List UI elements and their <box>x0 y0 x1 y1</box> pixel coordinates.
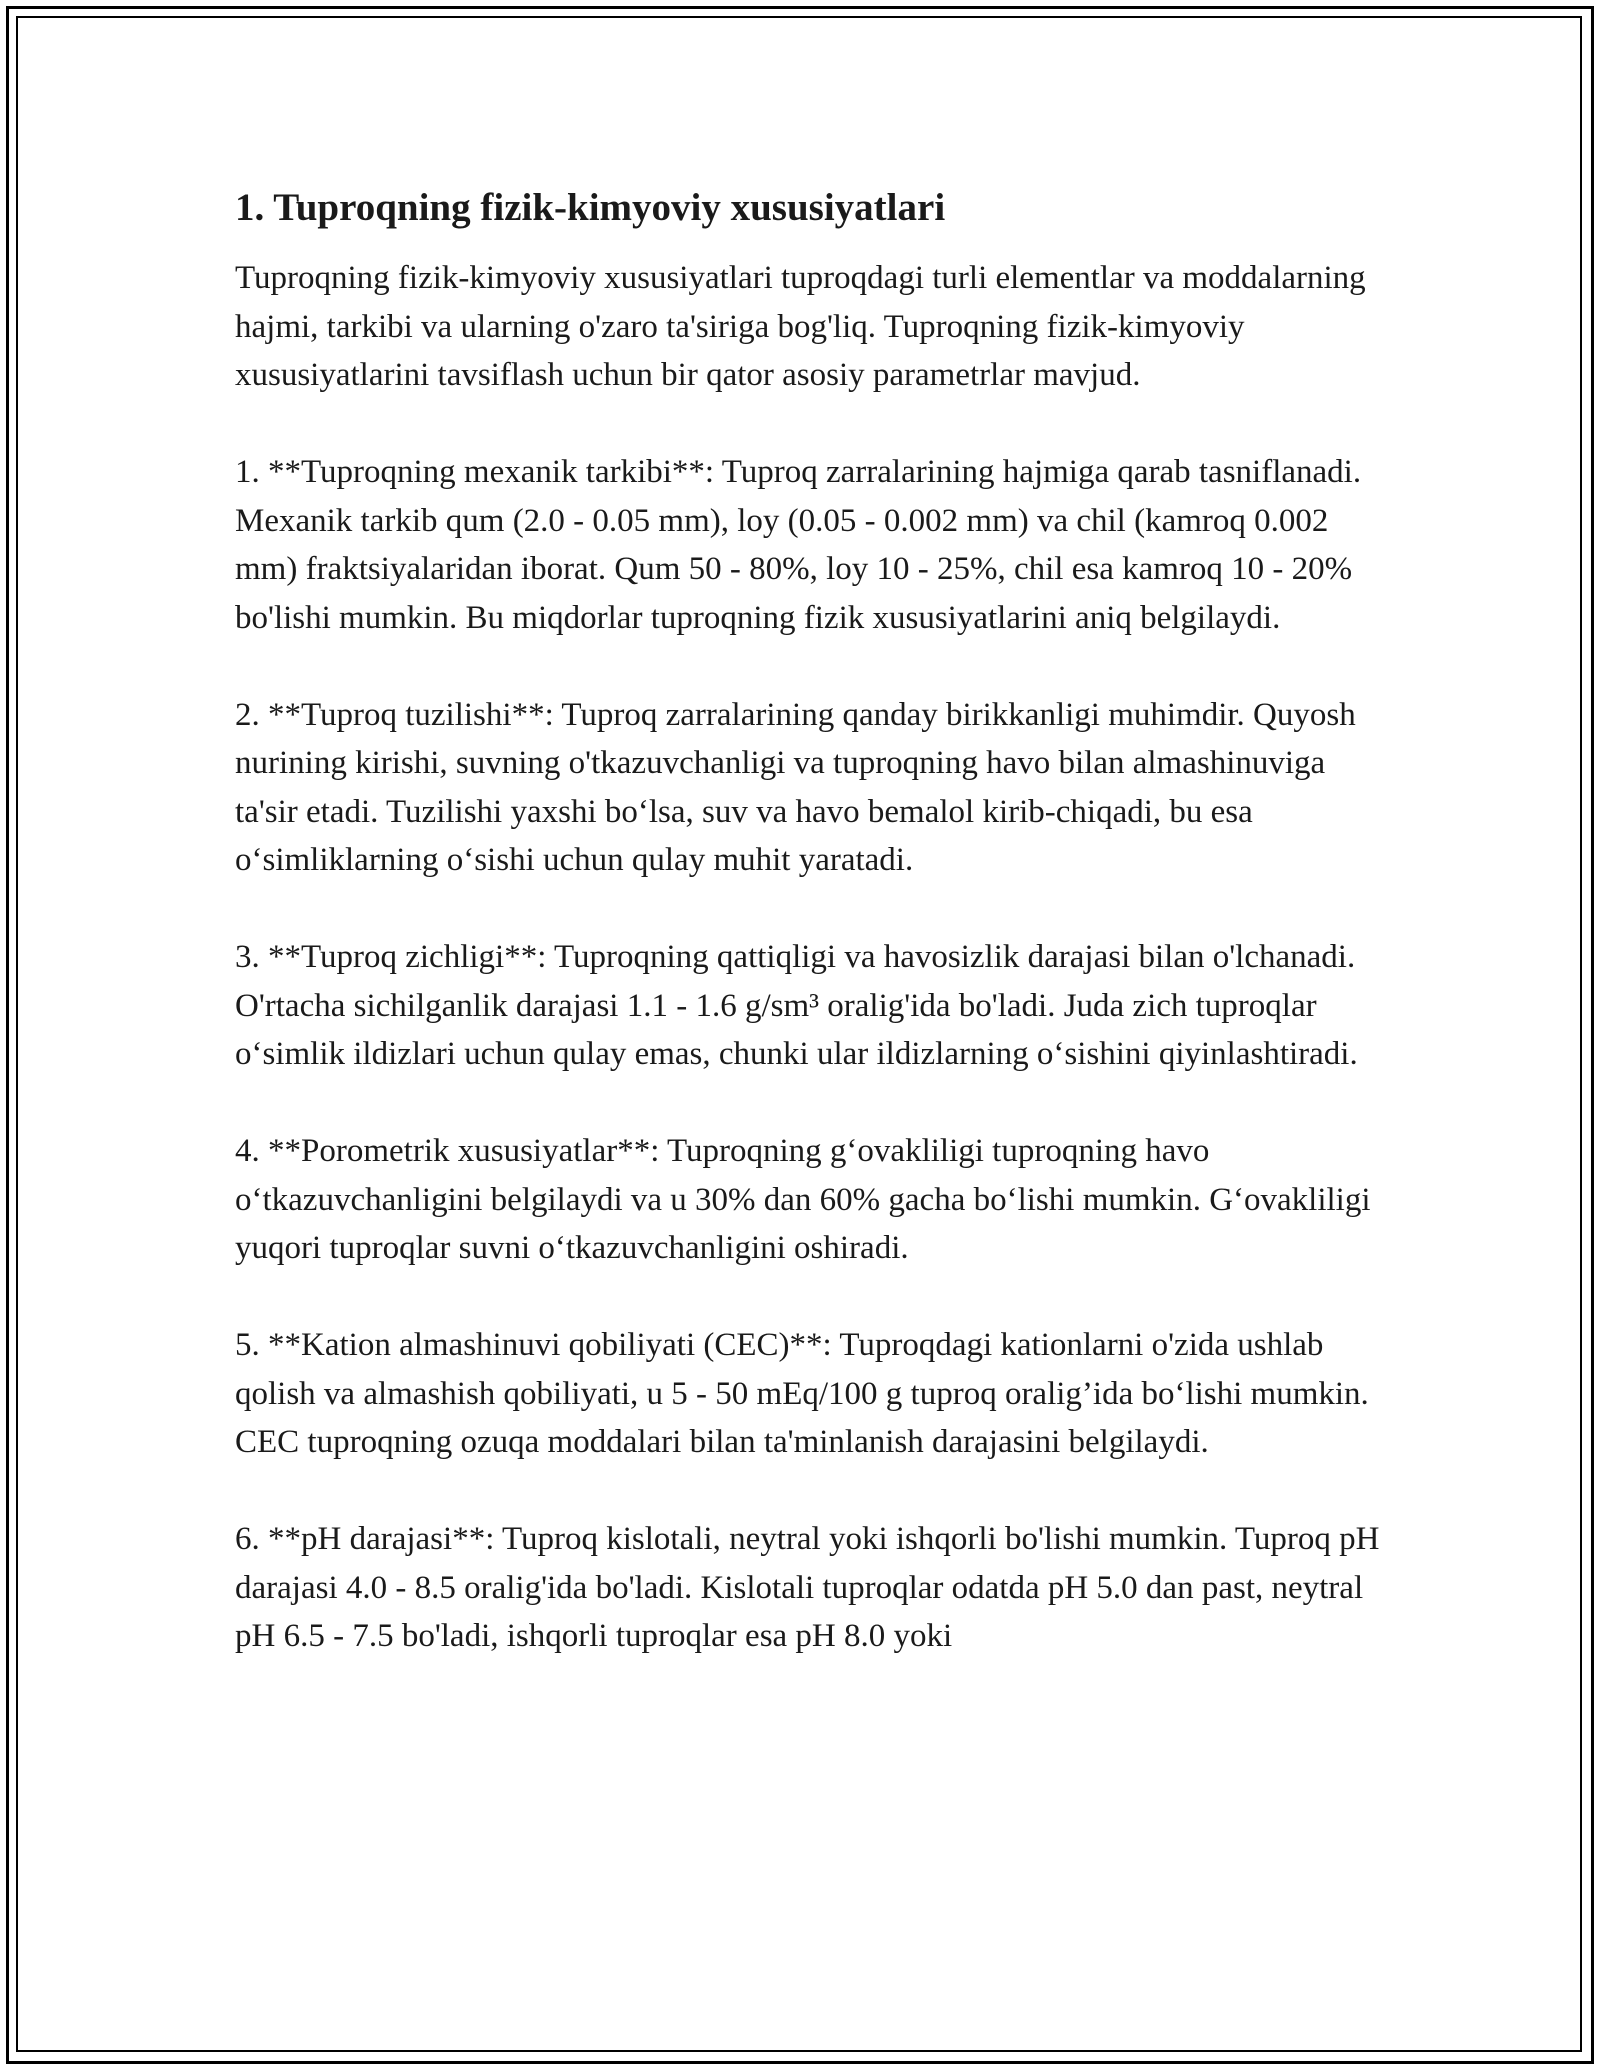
paragraph-porosity: 4. **Porometrik xususiyatlar**: Tuproqning g‘ovakliligi tuproqning havo o‘tkazuvchanligini belgilaydi va u 30% dan 60% gacha bo‘lishi mumkin. G‘ovakliligi yuqori tuproqlar suvni o‘tkazuvchanligini oshiradi. <box>235 1133 1371 1266</box>
paragraph-soil-structure: 2. **Tuproq tuzilishi**: Tuproq zarralarining qanday birikkanligi muhimdir. Quyosh nurining kirishi, suvning o'tkazuvchanligi va tuproqning havo bilan almashinuviga ta'sir etadi. Tuzilishi yaxshi bo‘lsa, suv va havo bemalol kirib-chiqadi, bu esa o‘simliklarning o‘sishi uchun qulay muhit yaratadi. <box>235 696 1356 878</box>
paragraph-mechanical-composition: 1. **Tuproqning mexanik tarkibi**: Tuproq zarralarining hajmiga qarab tasniflanadi. Mexanik tarkib qum (2.0 - 0.05 mm), loy (0.05 - 0.002 mm) va chil (kamroq 0.002 mm) fraktsiyalaridan iborat. Qum 50 - 80%, loy 10 - 25%, chil esa kamroq 10 - 20% bo'lishi mumkin. Bu miqdorlar tuproqning fizik xususiyatlarini aniq belgilaydi. <box>235 454 1362 636</box>
paragraph-ph-level: 6. **pH darajasi**: Tuproq kislotali, neytral yoki ishqorli bo'lishi mumkin. Tuproq pH darajasi 4.0 - 8.5 oralig'ida bo'ladi. Kislotali tuproqlar odatda pH 5.0 dan past, neytral pH 6.5 - 7.5 bo'ladi, ishqorli tuproqlar esa pH 8.0 yoki <box>235 1521 1380 1654</box>
document-title: 1. Tuproqning fizik-kimyoviy xususiyatlari <box>235 186 946 229</box>
document-body <box>235 184 1385 1709</box>
intro-paragraph: Tuproqning fizik-kimyoviy xususiyatlari tuproqdagi turli elementlar va moddalarning hajmi, tarkibi va ularning o'zaro ta'siriga bog'liq. Tuproqning fizik-kimyoviy xususiyatlarini tavsiflash uchun bir qator asosiy parametrlar mavjud. <box>235 260 1366 393</box>
paragraph-cation-exchange: 5. **Kation almashinuvi qobiliyati (CEC)**: Tuproqdagi kationlarni o'zida ushlab qolish va almashish qobiliyati, u 5 - 50 mEq/100 g tuproq oralig’ida bo‘lishi mumkin. CEC tuproqning ozuqa moddalari bilan ta'minlanish darajasini belgilaydi. <box>235 1327 1369 1460</box>
paragraph-soil-density: 3. **Tuproq zichligi**: Tuproqning qattiqligi va havosizlik darajasi bilan o'lchanadi. O'rtacha sichilganlik darajasi 1.1 - 1.6 g/sm³ oralig'ida bo'ladi. Juda zich tuproqlar o‘simlik ildizlari uchun qulay emas, chunki ular ildizlarning o‘sishini qiyinlashtiradi. <box>235 939 1358 1072</box>
